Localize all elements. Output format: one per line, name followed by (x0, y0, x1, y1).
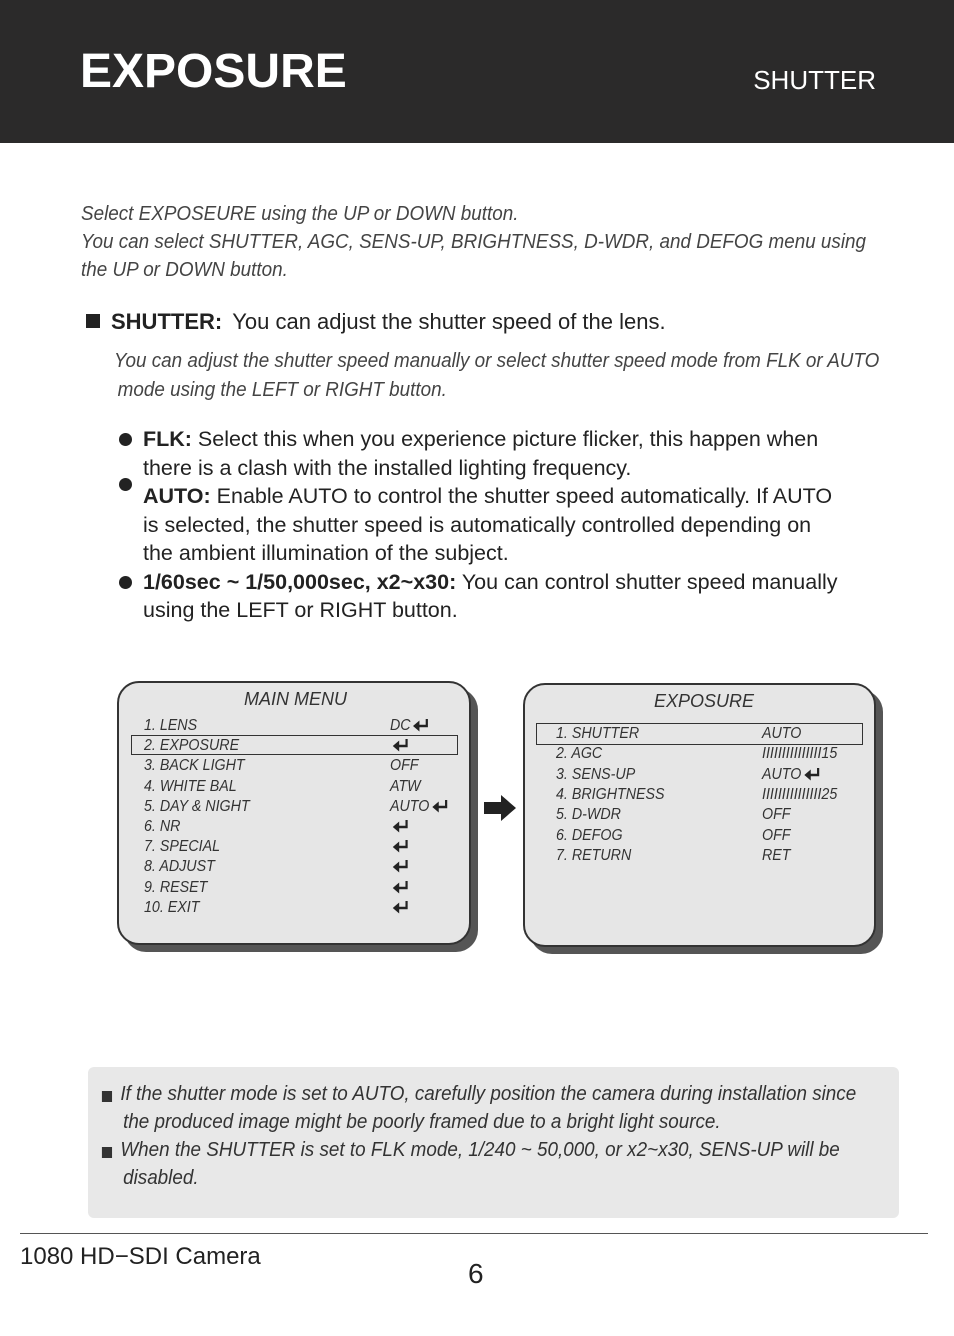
menu-item-label[interactable]: 5. D-WDR (556, 806, 621, 824)
menu-item-value (390, 899, 409, 917)
menu-item-value (762, 827, 791, 845)
enter-icon (393, 738, 410, 752)
note-line: When the SHUTTER is set to FLK mode, 1/240 ~ 50,000, or x2~x30, SENS-UP will be (120, 1138, 840, 1161)
menu-item-value (762, 806, 791, 824)
page-number: 6 (468, 1258, 484, 1289)
intro-line: the UP or DOWN button. (81, 258, 288, 281)
menu-item-value (762, 766, 821, 784)
enter-icon (804, 767, 821, 781)
right-arrow-icon (484, 795, 516, 821)
menu-item-label[interactable]: 7. RETURN (556, 846, 632, 864)
menu-item-label[interactable]: 10. EXIT (144, 898, 200, 916)
enter-icon (393, 839, 410, 853)
menu-item-label[interactable]: 6. DEFOG (556, 826, 623, 844)
note-line: If the shutter mode is set to AUTO, carefully position the camera during installation since (120, 1082, 857, 1105)
menu-item-label[interactable]: 5. DAY & NIGHT (144, 797, 250, 815)
intro-text (81, 200, 867, 284)
menu-item-label[interactable]: 1. SHUTTER (556, 725, 640, 742)
bullet-text: Enable AUTO to control the shutter speed automatically. If AUTO (210, 484, 833, 508)
menu-item-value (390, 798, 449, 816)
menu-item-value-text: RET (762, 846, 791, 864)
menu-item-value-text: DC (390, 717, 411, 734)
menu-item-value-text: OFF (762, 826, 791, 844)
menu-item-label[interactable]: 9. RESET (144, 878, 208, 896)
shutter-heading (86, 309, 666, 335)
menu-item-label[interactable]: 3. BACK LIGHT (144, 757, 245, 775)
note-item (101, 1136, 840, 1192)
shutter-mode-list (118, 425, 908, 625)
menu-item-value (390, 879, 409, 897)
main-menu-title: MAIN MENU (244, 689, 347, 709)
menu-item-label[interactable]: 7. SPECIAL (144, 838, 221, 856)
intro-line: You can select SHUTTER, AGC, SENS-UP, BRIGHTNESS, D-WDR, and DEFOG menu using (81, 230, 867, 253)
menu-item-value-text: AUTO (390, 797, 430, 815)
menu-item-value (390, 757, 419, 775)
menu-item-value-text: OFF (390, 757, 419, 775)
bullet-term: 1/60sec ~ 1/50,000sec, x2~x30: (143, 569, 457, 594)
circle-bullet-icon (119, 576, 132, 589)
enter-icon (393, 819, 410, 833)
shutter-summary: You can adjust the shutter speed of the lens. (232, 309, 666, 334)
menu-item-value-text: ATW (390, 777, 421, 795)
menu-item-value (762, 745, 837, 763)
menu-item-value-text: OFF (762, 806, 791, 824)
bullet-text: using the LEFT or RIGHT button. (143, 598, 458, 622)
menu-item-label[interactable]: 6. NR (144, 818, 181, 835)
list-item-manual (118, 568, 908, 625)
page-title: EXPOSURE (80, 45, 347, 98)
enter-icon (393, 880, 410, 894)
menu-item-value-text: AUTO (762, 725, 802, 742)
bullet-text: Select this when you experience picture flicker, this happen when (191, 427, 819, 451)
menu-item-value (390, 778, 421, 796)
bullet-text: the ambient illumination of the subject. (143, 541, 509, 565)
section-title: SHUTTER (753, 65, 876, 95)
menu-item-value (390, 717, 430, 735)
shutter-label: SHUTTER: (111, 309, 223, 334)
notes (101, 1080, 857, 1192)
bullet-text: is selected, the shutter speed is automatically controlled depending on (143, 512, 812, 537)
intro-line: Select EXPOSEURE using the UP or DOWN button. (81, 202, 519, 225)
note-item (101, 1080, 857, 1136)
menu-item-label[interactable]: 4. WHITE BAL (144, 777, 237, 795)
square-bullet-icon (102, 1147, 112, 1158)
note-line: the produced image might be poorly framed due to a bright light source. (123, 1110, 721, 1133)
menu-item-label[interactable]: 8. ADJUST (144, 858, 215, 876)
menu-item-value (762, 847, 791, 865)
circle-bullet-icon (119, 478, 132, 491)
menu-item-value (390, 858, 409, 876)
menu-item-label[interactable]: 3. SENS-UP (556, 765, 636, 783)
enter-icon (393, 900, 410, 914)
note-line: disabled. (123, 1166, 199, 1189)
menu-item-label[interactable]: 1. LENS (144, 717, 198, 734)
footer-model-name: 1080 HD−SDI Camera (20, 1243, 261, 1270)
bullet-term: AUTO: (143, 484, 211, 508)
list-item-auto (118, 482, 908, 568)
bullet-text: there is a clash with the installed lighting frequency. (143, 455, 632, 480)
list-item-flk (118, 425, 908, 482)
menu-item-value-text: IIIIIIIIIIIIIII15 (762, 745, 838, 763)
shutter-desc-line: mode using the LEFT or RIGHT button. (117, 378, 447, 401)
bullet-text: You can control shutter speed manually (456, 569, 838, 594)
exposure-menu-title: EXPOSURE (654, 691, 755, 711)
menu-item-value (390, 838, 409, 856)
menu-item-label[interactable]: 4. BRIGHTNESS (556, 785, 665, 803)
footer-divider (20, 1233, 928, 1234)
menu-item-label[interactable]: 2. AGC (556, 745, 603, 763)
menu-item-value (762, 786, 837, 804)
menu-item-value (762, 725, 801, 743)
shutter-description (114, 346, 905, 404)
circle-bullet-icon (119, 433, 132, 446)
menu-item-value-text: AUTO (762, 765, 802, 783)
shutter-desc-line: You can adjust the shutter speed manually or select shutter speed mode from FLK or AUTO (114, 349, 880, 372)
square-bullet-icon (102, 1091, 112, 1102)
menu-item-value (390, 818, 409, 836)
page-header (0, 0, 954, 143)
menu-item-label[interactable]: 2. EXPOSURE (144, 737, 240, 755)
enter-icon (393, 859, 410, 873)
enter-icon (432, 799, 449, 813)
menu-item-value (390, 737, 409, 755)
bullet-term: FLK: (143, 427, 192, 451)
square-bullet-icon (86, 314, 100, 328)
menu-item-value-text: IIIIIIIIIIIIIII25 (762, 785, 838, 803)
enter-icon (413, 718, 430, 732)
